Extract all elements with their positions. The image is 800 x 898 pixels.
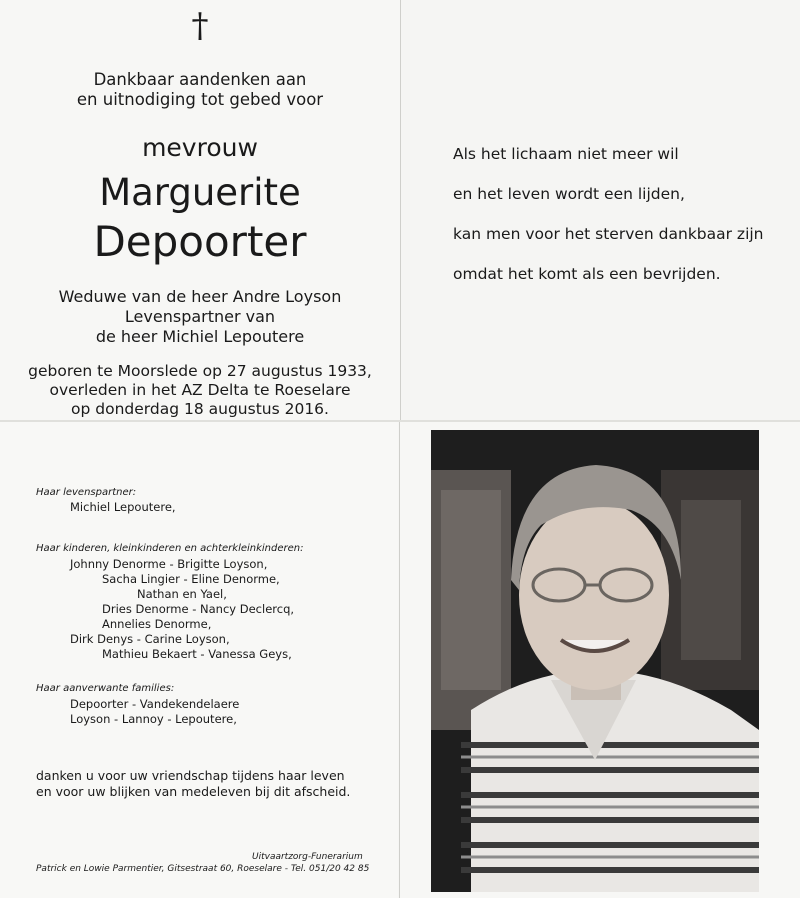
family-member: Nathan en Yael, (137, 587, 227, 601)
portrait-photo (431, 430, 759, 892)
relations-text: Weduwe van de heer Andre Loyson Levenspartner van de heer Michiel Lepoutere (58, 287, 342, 346)
family-member: Dirk Denys - Carine Loyson, (70, 632, 230, 646)
front-panel (0, 0, 400, 420)
family-member: Johnny Denorme - Brigitte Loyson, (70, 557, 268, 571)
poem-panel (401, 0, 800, 420)
first-name: Marguerite (99, 171, 301, 214)
cross-icon: † (191, 6, 209, 46)
family-member: Annelies Denorme, (102, 617, 212, 631)
family-member: Dries Denorme - Nancy Declercq, (102, 602, 295, 616)
related-family: Depoorter - Vandekendelaere (70, 697, 240, 711)
last-name: Depoorter (93, 217, 307, 266)
family-member: Mathieu Bekaert - Vanessa Geys, (102, 647, 292, 661)
partner-name: Michiel Lepoutere, (70, 500, 176, 514)
poem-line: omdat het komt als een bevrijden. (453, 265, 721, 283)
poem-line: kan men voor het sterven dankbaar zijn (453, 225, 764, 243)
poem-line: en het leven wordt een lijden, (453, 185, 685, 203)
funeral-home-name: Uitvaartzorg-Funerarium (252, 852, 363, 862)
children-label: Haar kinderen, kleinkinderen en achterkleinkinderen: (36, 543, 304, 554)
honorific: mevrouw (142, 133, 258, 162)
poem-line: Als het lichaam niet meer wil (453, 145, 679, 163)
portrait-illustration (431, 430, 759, 892)
partner-label: Haar levenspartner: (36, 487, 137, 498)
related-family: Loyson - Lannoy - Lepoutere, (70, 712, 237, 726)
intro-text: Dankbaar aandenken aan en uitnodiging tot gebed voor (76, 70, 324, 109)
funeral-home-address: Patrick en Lowie Parmentier, Gitsestraat 60, Roeselare - Tel. 051/20 42 85 (36, 864, 370, 874)
dates-text: geboren te Moorslede op 27 augustus 1933, overleden in het AZ Delta te Roeselare op donderdag 18 augustus 2016. (28, 362, 372, 418)
related-label: Haar aanverwante families: (36, 683, 175, 694)
thanks-text: danken u voor uw vriendschap tijdens haar leven en voor uw blijken van medeleven bij dit afscheid. (36, 768, 351, 799)
family-member: Sacha Lingier - Eline Denorme, (102, 572, 280, 586)
